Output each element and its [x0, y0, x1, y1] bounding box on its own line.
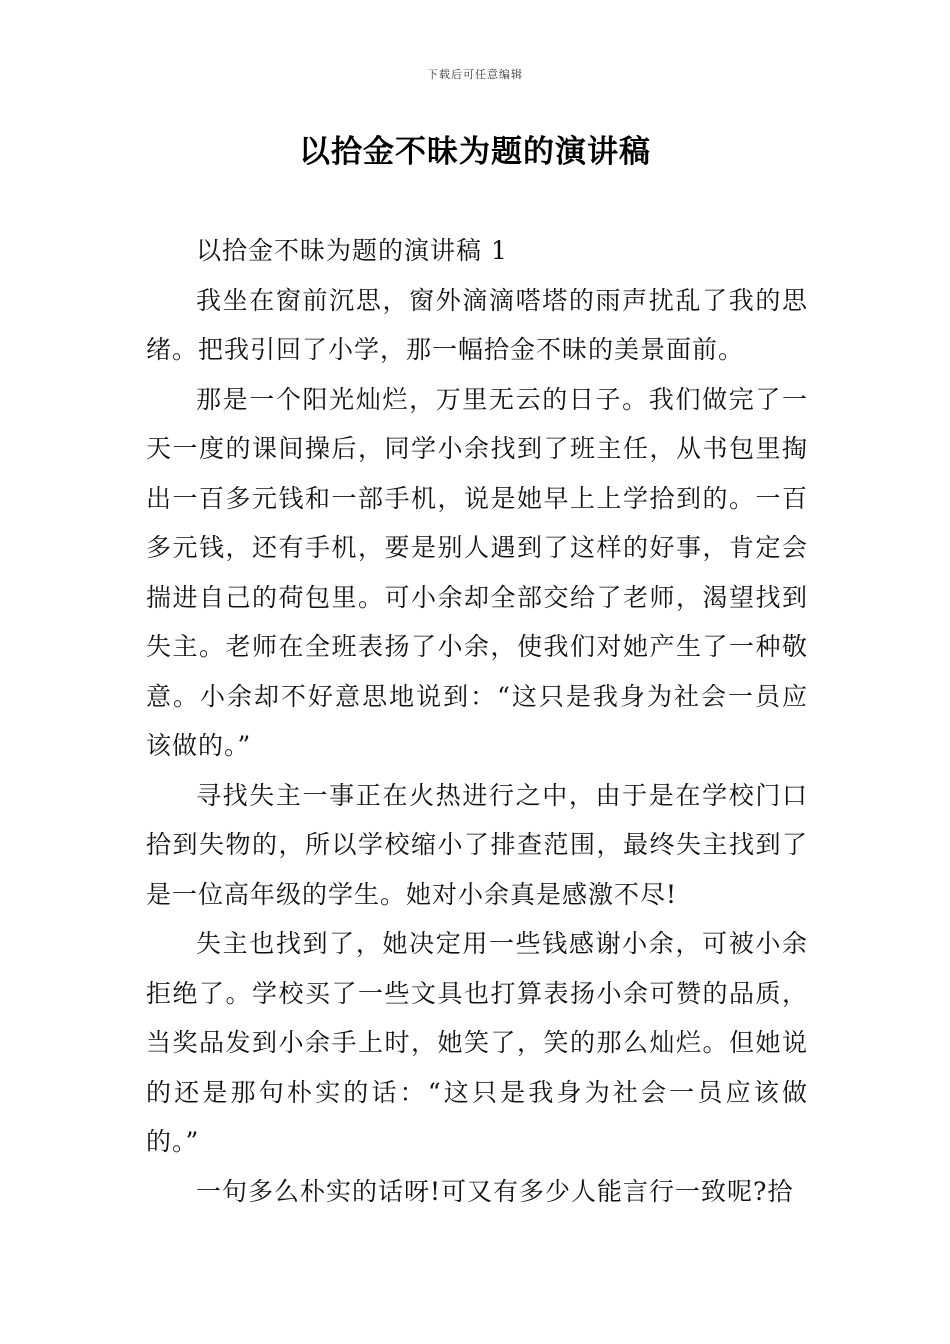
document-title: 以拾金不昧为题的演讲稿: [299, 134, 651, 170]
paragraph: 一句多么朴实的话呀!可又有多少人能言行一致呢?拾: [196, 1176, 794, 1206]
document-body: [146, 226, 808, 1216]
paragraph: 失主也找到了，她决定用一些钱感谢小余，可被小余拒绝了。学校买了一些文具也打算表扬小余可赞的品质，当奖品发到小余手上时，她笑了，笑的那么灿烂。但她说的还是那句朴实的话：“这只是我身为社会一员应该做的。”: [146, 929, 808, 1156]
header-note: 下载后可任意编辑: [427, 68, 523, 81]
paragraph: 我坐在窗前沉思，窗外滴滴嗒塔的雨声扰乱了我的思绪。把我引回了小学，那一幅拾金不昧的美景面前。: [146, 285, 808, 364]
paragraph: 寻找失主一事正在火热进行之中，由于是在学校门口拾到失物的，所以学校缩小了排查范围，最终失主找到了是一位高年级的学生。她对小余真是感激不尽!: [146, 780, 808, 909]
paragraph: 那是一个阳光灿烂，万里无云的日子。我们做完了一天一度的课间操后，同学小余找到了班主任，从书包里掏出一百多元钱和一部手机，说是她早上上学拾到的。一百多元钱，还有手机，要是别人遇到了这样的好事，肯定会揣进自己的荷包里。可小余却全部交给了老师，渴望找到失主。老师在全班表扬了小余，使我们对她产生了一种敬意。小余却不好意思地说到：“这只是我身为社会一员应该做的。”: [146, 384, 808, 760]
paragraph-subtitle: 以拾金不昧为题的演讲稿 1: [196, 236, 508, 265]
